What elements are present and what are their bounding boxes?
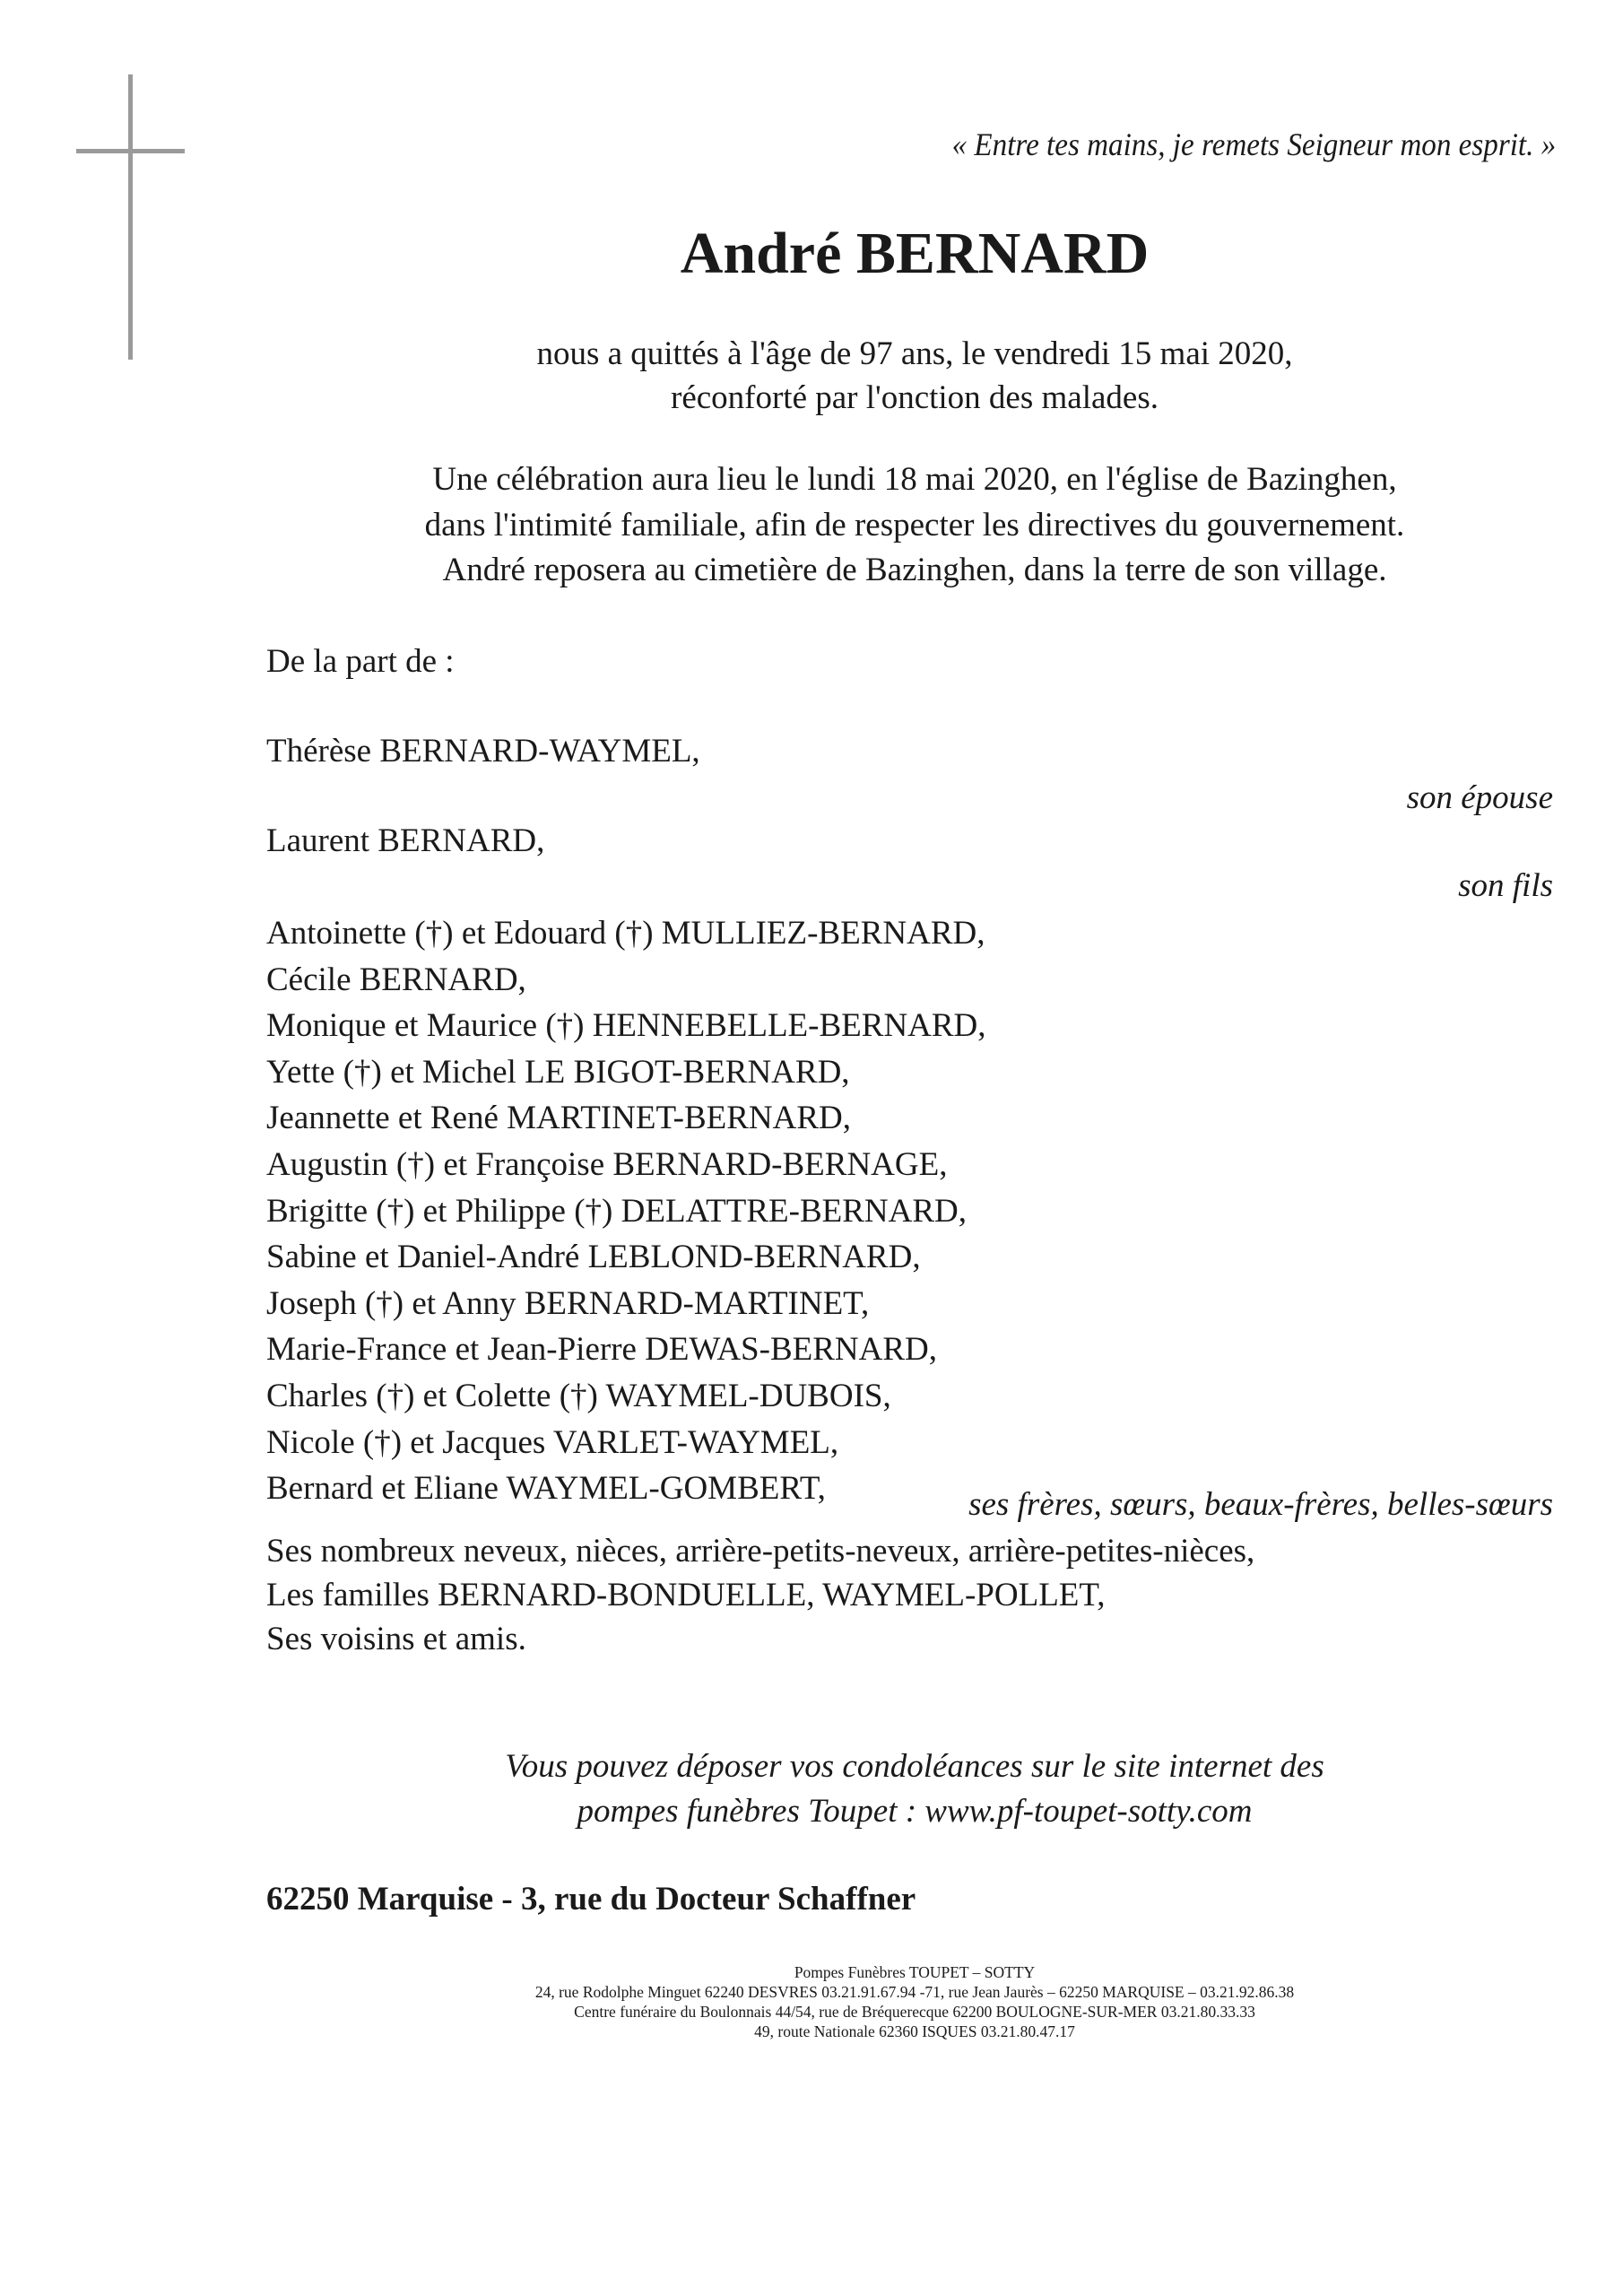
- spouse-name: Thérèse BERNARD-WAYMEL,: [266, 733, 700, 770]
- other-relatives-list: [266, 1529, 1254, 1661]
- family-intro: De la part de :: [266, 643, 455, 680]
- list-item: Brigitte (†) et Philippe (†) DELATTRE-BERNARD,: [266, 1192, 968, 1230]
- list-item: Jeannette et René MARTINET-BERNARD,: [266, 1100, 852, 1137]
- spouse-relation: son épouse: [1406, 779, 1553, 816]
- condolences-line: pompes funèbres Toupet : www.pf-toupet-sotty.com: [577, 1793, 1253, 1830]
- list-item: Charles (†) et Colette (†) WAYMEL-DUBOIS,: [266, 1377, 891, 1414]
- ceremony-line: dans l'intimité familiale, afin de respecter les directives du gouvernement.: [424, 506, 1405, 544]
- list-item: Les familles BERNARD-BONDUELLE, WAYMEL-POLLET,: [266, 1577, 1106, 1613]
- list-item: Sabine et Daniel-André LEBLOND-BERNARD,: [266, 1239, 921, 1276]
- family-address: 62250 Marquise - 3, rue du Docteur Schaffner: [266, 1881, 916, 1918]
- funeral-home-footer: [0, 1962, 1623, 2041]
- son-name: Laurent BERNARD,: [266, 822, 545, 859]
- list-item: Bernard et Eliane WAYMEL-GOMBERT,: [266, 1470, 826, 1508]
- siblings-relation: ses frères, sœurs, beaux-frères, belles-sœurs: [968, 1486, 1553, 1523]
- list-item: Yette (†) et Michel LE BIGOT-BERNARD,: [266, 1053, 850, 1091]
- ceremony-line: Une célébration aura lieu le lundi 18 mai 2020, en l'église de Bazinghen,: [432, 461, 1397, 498]
- announcement-line: nous a quittés à l'âge de 97 ans, le vendredi 15 mai 2020,: [536, 335, 1293, 372]
- list-item: Antoinette (†) et Edouard (†) MULLIEZ-BERNARD,: [266, 915, 985, 952]
- announcement-line: réconforté par l'onction des malades.: [671, 379, 1159, 416]
- cross-horizontal-bar: [76, 149, 185, 153]
- deceased-name: André BERNARD: [680, 221, 1150, 286]
- footer-line: 49, route Nationale 62360 ISQUES 03.21.80.47.17: [754, 2022, 1075, 2040]
- footer-line: Pompes Funèbres TOUPET – SOTTY: [794, 1963, 1036, 1981]
- list-item: Monique et Maurice (†) HENNEBELLE-BERNARD,: [266, 1007, 986, 1045]
- ceremony-line: André reposera au cimetière de Bazinghen, dans la terre de son village.: [442, 552, 1387, 588]
- epigraph-quote: « Entre tes mains, je remets Seigneur mon esprit. »: [951, 126, 1556, 162]
- siblings-list: [266, 910, 986, 1512]
- list-item: Cécile BERNARD,: [266, 961, 526, 998]
- list-item: Augustin (†) et Françoise BERNARD-BERNAGE,: [266, 1145, 948, 1183]
- footer-line: Centre funéraire du Boulonnais 44/54, rue de Bréquerecque 62200 BOULOGNE-SUR-MER 03.21.80.33.33: [574, 2003, 1255, 2021]
- footer-line: 24, rue Rodolphe Minguet 62240 DESVRES 03.21.91.67.94 -71, rue Jean Jaurès – 62250 MARQUISE – 03.21.92.86.38: [534, 1983, 1295, 2001]
- cross-vertical-bar: [128, 74, 133, 360]
- list-item: Ses voisins et amis.: [266, 1621, 526, 1657]
- list-item: Ses nombreux neveux, nièces, arrière-petits-neveux, arrière-petites-nièces,: [266, 1533, 1255, 1570]
- list-item: Nicole (†) et Jacques VARLET-WAYMEL,: [266, 1423, 839, 1461]
- son-relation: son fils: [1458, 867, 1553, 904]
- list-item: Marie-France et Jean-Pierre DEWAS-BERNARD,: [266, 1331, 938, 1369]
- condolences-notice: [0, 1744, 1623, 1834]
- list-item: Joseph (†) et Anny BERNARD-MARTINET,: [266, 1284, 870, 1322]
- death-announcement: [0, 332, 1623, 420]
- ceremony-details: [0, 457, 1623, 594]
- condolences-line: Vous pouvez déposer vos condoléances sur le site internet des: [505, 1748, 1324, 1785]
